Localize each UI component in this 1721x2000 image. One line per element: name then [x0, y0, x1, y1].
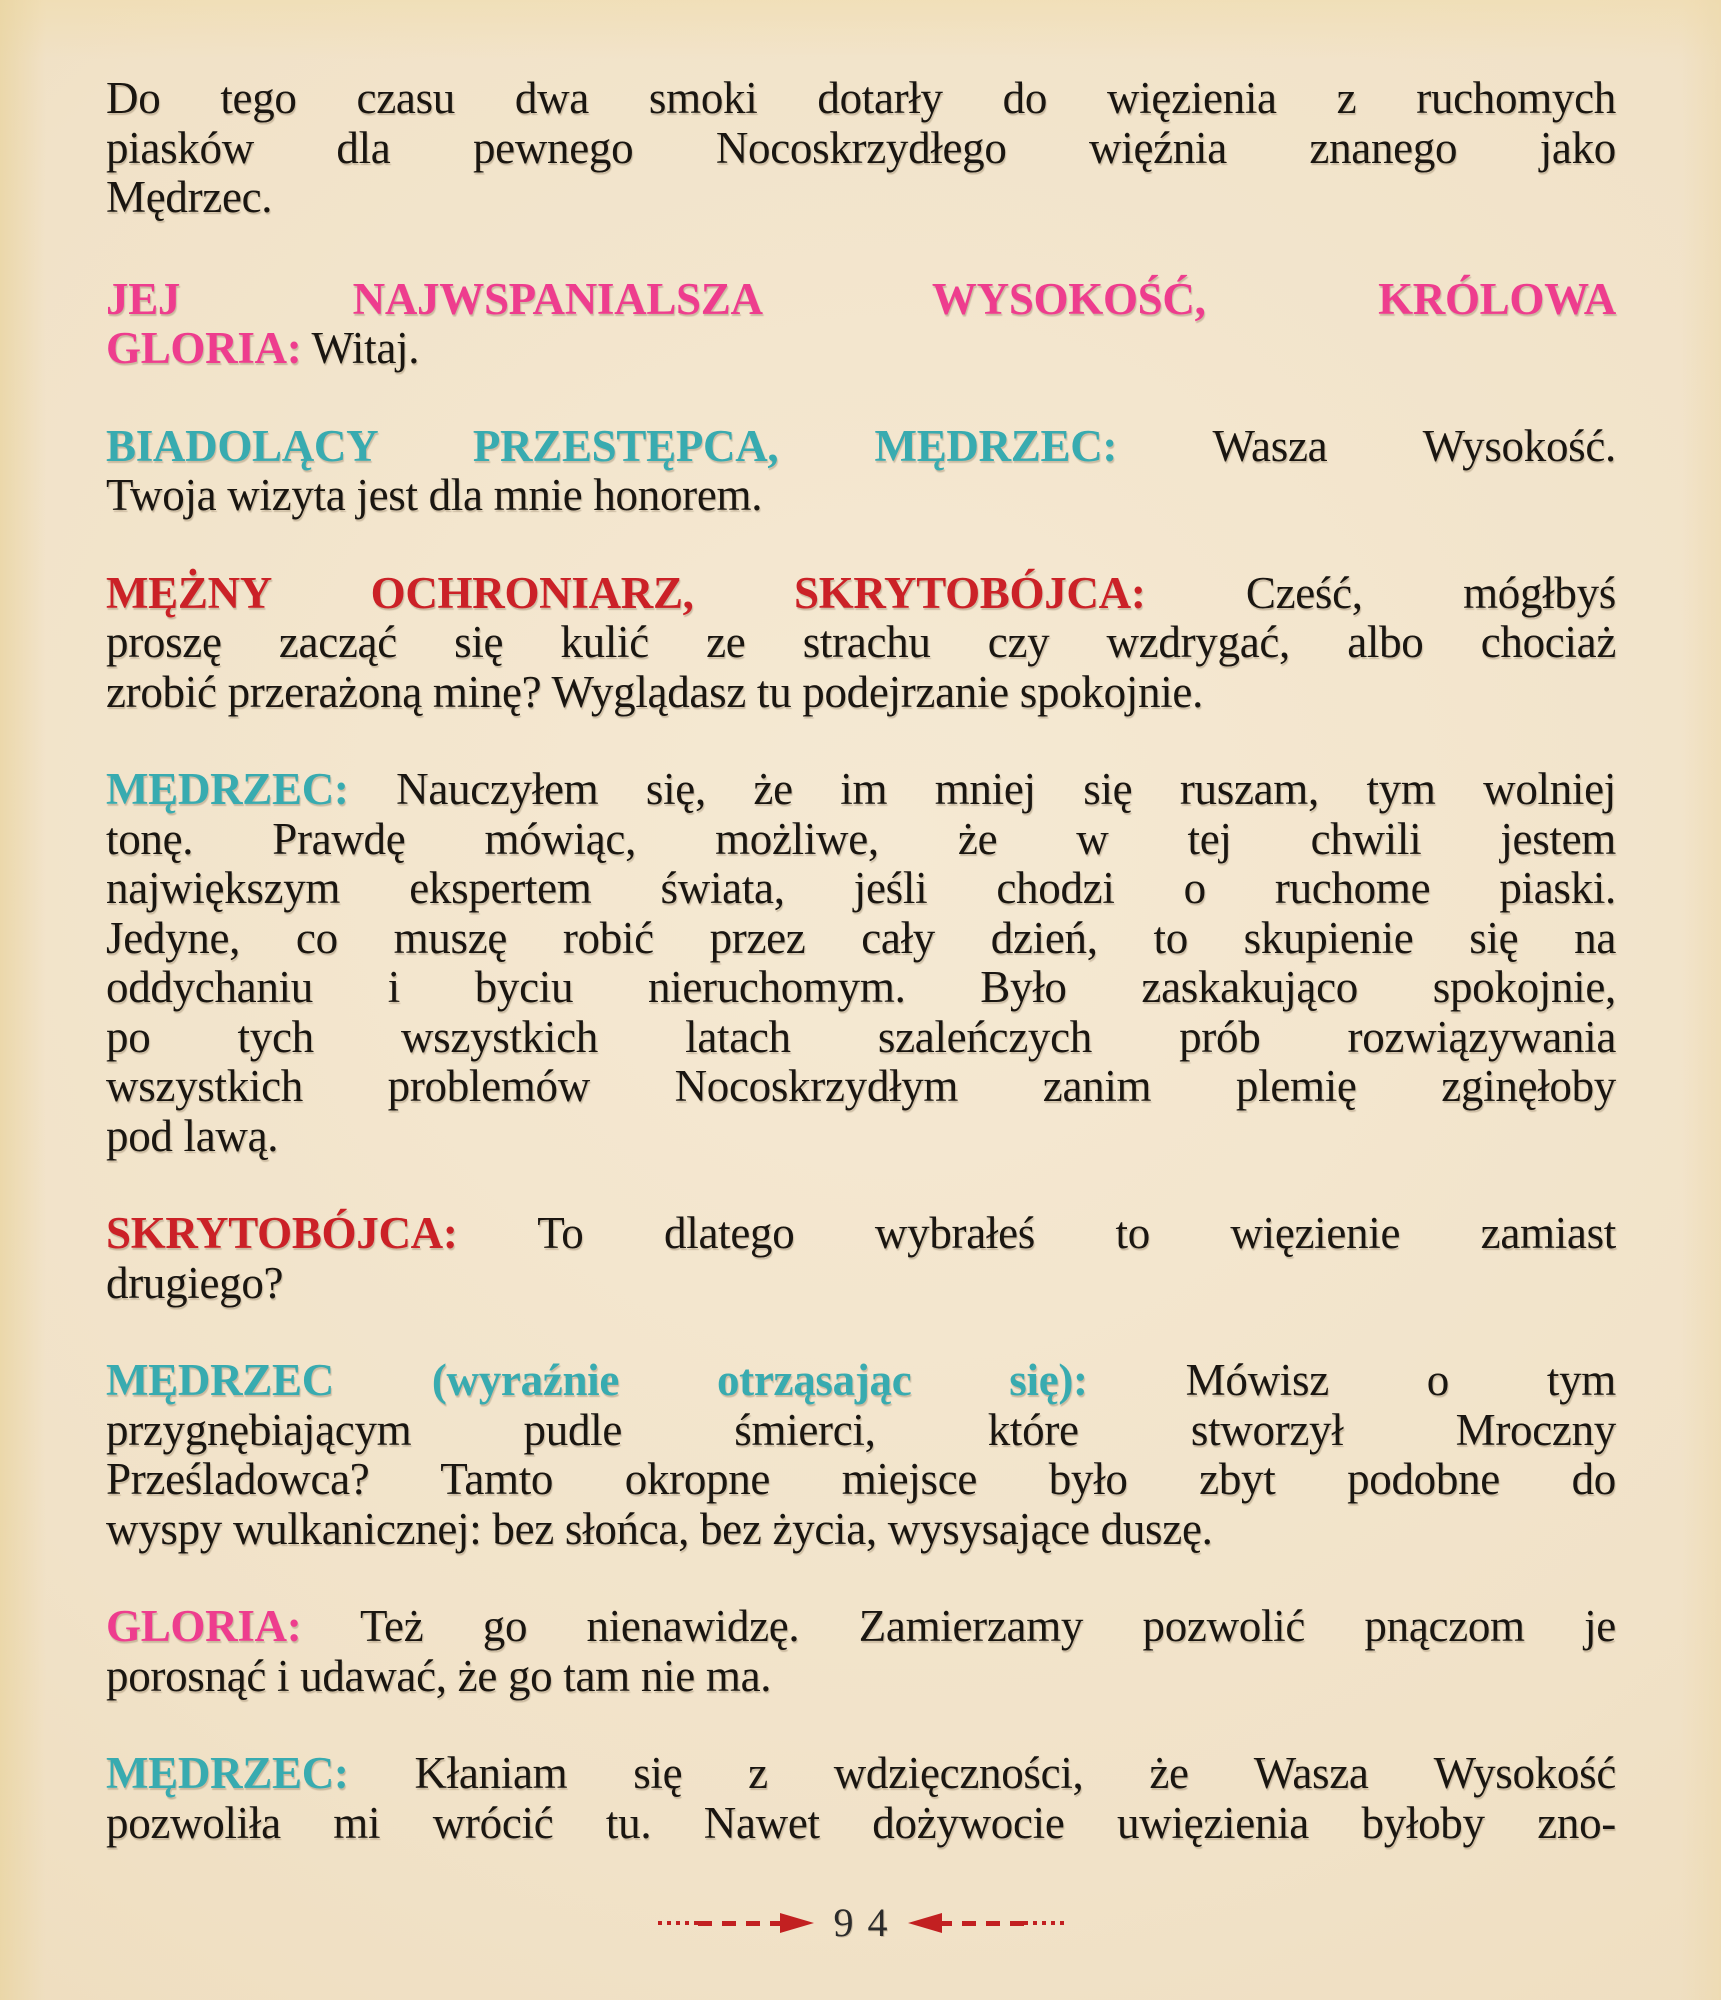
text-line — [106, 1112, 1616, 1162]
dialogue-text: Mówisz o tym — [1087, 1355, 1616, 1405]
dialogue-text: Jedyne, co muszę robić przez cały dzień, to skupienie się na — [106, 912, 1616, 963]
dialogue-text: Witaj. — [301, 323, 420, 373]
dialogue-text: przygnębiającym pudle śmierci, które stworzył Mroczny — [106, 1404, 1616, 1455]
narration-intro — [106, 74, 1616, 223]
dialogue-text: To dlatego wybrałeś to więzienie zamiast — [457, 1208, 1616, 1258]
speaker-label-gloria: JEJ NAJWSPANIALSZA WYSOKOŚĆ, KRÓLOWA — [106, 273, 1616, 324]
text-line — [106, 765, 1616, 815]
dashed-rule — [938, 1921, 1024, 1926]
dialogue-text: oddychaniu i byciu nieruchomym. Było zaskakująco spokojnie, — [106, 962, 1616, 1012]
dotted-rule — [658, 1921, 698, 1925]
dialogue-text: Wasza Wysokość. — [1117, 420, 1616, 471]
text-line — [106, 1455, 1616, 1505]
dialogue-text: zrobić przerażoną minę? Wyglądasz tu podejrzanie spokojnie. — [106, 666, 1204, 717]
text-line — [106, 569, 1616, 619]
dialogue-text: Prześladowca? Tamto okropne miejsce było zbyt podobne do — [106, 1454, 1616, 1504]
dialogue-text: tonę. Prawdę mówiąc, możliwe, że w tej chwili jestem — [106, 813, 1616, 864]
dialogue-medrzec-gratitude — [106, 1749, 1616, 1848]
text-line — [106, 173, 1616, 223]
dialogue-text: Nauczyłem się, że im mniej się ruszam, tym wolniej — [348, 764, 1616, 814]
text-line — [106, 74, 1616, 124]
dialogue-text: pod lawą. — [106, 1110, 279, 1161]
speaker-label-medrzec: MĘDRZEC: — [106, 764, 349, 814]
text-line — [106, 1062, 1616, 1112]
speaker-label-gloria: GLORIA: — [106, 1601, 302, 1651]
text-line — [106, 914, 1616, 964]
text-line — [106, 422, 1616, 472]
text-line — [106, 864, 1616, 914]
dialogue-text: Twoja wizyta jest dla mnie honorem. — [106, 470, 763, 520]
narration-text: piasków dla pewnego Nocoskrzydłego więźnia znanego jako — [106, 122, 1616, 173]
dialogue-text: drugiego? — [106, 1257, 284, 1308]
dialogue-gloria-greeting — [106, 275, 1616, 374]
text-line — [106, 275, 1616, 325]
text-line — [106, 1652, 1616, 1702]
dialogue-gloria-hate — [106, 1602, 1616, 1701]
text-line — [106, 324, 1616, 374]
dashed-rule — [698, 1921, 784, 1926]
dialogue-skrytobojca-question — [106, 1209, 1616, 1308]
arrow-left-icon — [908, 1913, 942, 1933]
dialogue-text: porosnąć i udawać, że go tam nie ma. — [106, 1650, 772, 1701]
text-line — [106, 1209, 1616, 1259]
dialogue-text: największym ekspertem świata, jeśli chodzi o ruchome piaski. — [106, 863, 1616, 913]
speaker-label-skrytobojca: MĘŻNY OCHRONIARZ, SKRYTOBÓJCA: — [106, 567, 1146, 618]
dialogue-text: wszystkich problemów Nocoskrzydłym zanim plemię zginęłoby — [106, 1061, 1616, 1111]
dialogue-text: Cześć, mógłbyś — [1145, 567, 1616, 618]
text-line — [106, 124, 1616, 174]
arrow-right-icon — [780, 1913, 814, 1933]
dotted-rule — [1024, 1921, 1064, 1925]
speaker-label-medrzec: MĘDRZEC (wyraźnie otrząsając się): — [106, 1355, 1088, 1405]
footer-ornament-left — [658, 1913, 814, 1933]
dialogue-medrzec-quicksand — [106, 765, 1616, 1161]
text-line — [106, 1749, 1616, 1799]
dialogue-skrytobojca-complaint — [106, 569, 1616, 718]
text-line — [106, 1259, 1616, 1309]
text-line — [106, 668, 1616, 718]
dialogue-medrzec-welcome — [106, 422, 1616, 521]
dialogue-text: wyspy wulkanicznej: bez słońca, bez życia, wysysające duszę. — [106, 1503, 1213, 1554]
page-content — [106, 74, 1616, 1896]
text-line — [106, 1013, 1616, 1063]
dialogue-text: proszę zacząć się kulić ze strachu czy wzdrygać, albo chociaż — [106, 617, 1616, 667]
speaker-label-medrzec: MĘDRZEC: — [106, 1748, 349, 1798]
dialogue-text: po tych wszystkich latach szaleńczych prób rozwiązywania — [106, 1011, 1616, 1062]
text-line — [106, 618, 1616, 668]
text-line — [106, 963, 1616, 1013]
dialogue-medrzec-shudder — [106, 1356, 1616, 1554]
text-line — [106, 1505, 1616, 1555]
narration-text: Mędrzec. — [106, 172, 273, 222]
dialogue-text: pozwoliła mi wrócić tu. Nawet dożywocie uwięzienia byłoby zno- — [106, 1797, 1616, 1848]
text-line — [106, 471, 1616, 521]
text-line — [106, 1602, 1616, 1652]
text-line — [106, 1356, 1616, 1406]
narration-text: Do tego czasu dwa smoki dotarły do więzienia z ruchomych — [106, 73, 1616, 123]
speaker-label-medrzec: BIADOLĄCY PRZESTĘPCA, MĘDRZEC: — [106, 420, 1118, 471]
dialogue-text: Też go nienawidzę. Zamierzamy pozwolić pnączom je — [301, 1601, 1616, 1651]
text-line — [106, 1406, 1616, 1456]
speaker-label-gloria: GLORIA: — [106, 323, 302, 373]
text-line — [106, 1799, 1616, 1849]
text-line — [106, 815, 1616, 865]
page-footer — [0, 1900, 1721, 1945]
footer-ornament-right — [908, 1913, 1064, 1933]
page-number: 94 — [833, 1900, 902, 1945]
dialogue-text: Kłaniam się z wdzięczności, że Wasza Wysokość — [348, 1748, 1616, 1798]
speaker-label-skrytobojca: SKRYTOBÓJCA: — [106, 1208, 458, 1258]
